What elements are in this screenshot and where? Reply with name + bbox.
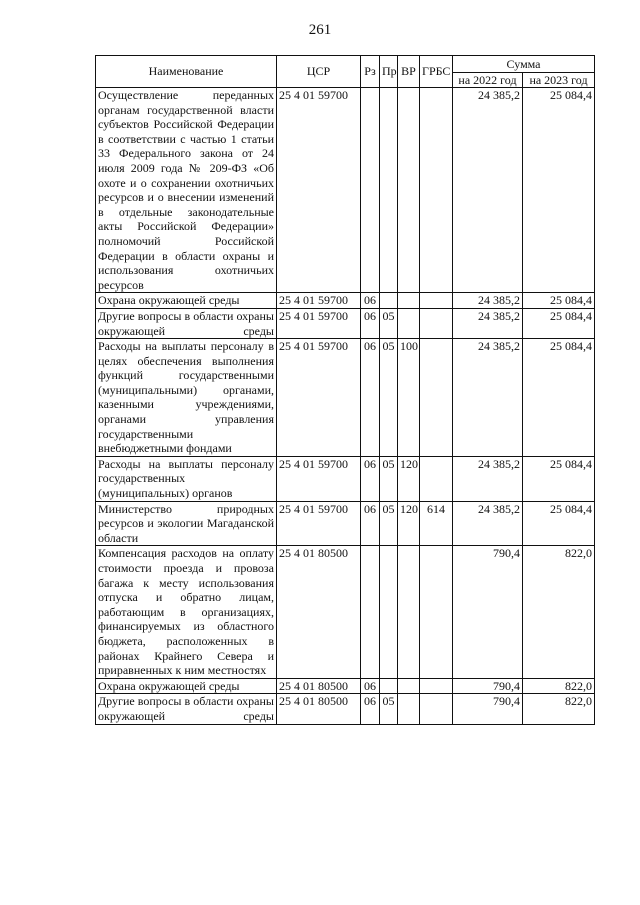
row-rz: 06 bbox=[361, 339, 380, 457]
row-name: Другие вопросы в области охраны окружающей среды bbox=[96, 694, 277, 724]
row-name: Другие вопросы в области охраны окружающей среды bbox=[96, 308, 277, 338]
row-name: Расходы на выплаты персоналу в целях обеспечения выполнения функций государственными (муниципальными) органами, казенными учреждениями, органами управления государственными внебюджетными фондами bbox=[96, 339, 277, 457]
row-rz: 06 bbox=[361, 308, 380, 338]
row-sum-2023: 822,0 bbox=[523, 678, 595, 694]
row-vr: 120 bbox=[398, 501, 420, 546]
row-rz bbox=[361, 546, 380, 678]
row-pr bbox=[380, 293, 398, 309]
row-sum-2023: 25 084,4 bbox=[523, 88, 595, 293]
row-rz: 06 bbox=[361, 694, 380, 724]
header-name: Наименование bbox=[96, 56, 277, 88]
row-vr bbox=[398, 694, 420, 724]
budget-table bbox=[95, 55, 595, 725]
table-row bbox=[96, 678, 595, 694]
row-grbs bbox=[420, 456, 453, 501]
row-csr: 25 4 01 59700 bbox=[277, 88, 361, 293]
row-grbs bbox=[420, 293, 453, 309]
row-vr: 100 bbox=[398, 339, 420, 457]
row-name: Министерство природных ресурсов и экологии Магаданской области bbox=[96, 501, 277, 546]
row-sum-2023: 25 084,4 bbox=[523, 501, 595, 546]
row-name: Охрана окружающей среды bbox=[96, 293, 277, 309]
table-row bbox=[96, 694, 595, 724]
row-sum-2022: 24 385,2 bbox=[453, 339, 523, 457]
row-vr bbox=[398, 88, 420, 293]
row-sum-2022: 790,4 bbox=[453, 694, 523, 724]
row-pr: 05 bbox=[380, 694, 398, 724]
row-pr: 05 bbox=[380, 501, 398, 546]
row-csr: 25 4 01 80500 bbox=[277, 546, 361, 678]
row-grbs: 614 bbox=[420, 501, 453, 546]
table-row bbox=[96, 88, 595, 293]
row-grbs bbox=[420, 678, 453, 694]
header-vr: ВР bbox=[398, 56, 420, 88]
row-sum-2022: 24 385,2 bbox=[453, 308, 523, 338]
header-year-2022: на 2022 год bbox=[453, 73, 523, 88]
row-sum-2022: 790,4 bbox=[453, 678, 523, 694]
row-name: Компенсация расходов на оплату стоимости проезда и провоза багажа к месту использования отпуска и обратно лицам, работающим в организациях, финансируемых из областного бюджета, расположенных в районах Крайнего Севера и приравненных к ним местностях bbox=[96, 546, 277, 678]
row-csr: 25 4 01 59700 bbox=[277, 501, 361, 546]
header-rz: Рз bbox=[361, 56, 380, 88]
row-pr bbox=[380, 678, 398, 694]
header-pr: Пр bbox=[380, 56, 398, 88]
row-sum-2023: 822,0 bbox=[523, 694, 595, 724]
row-name: Охрана окружающей среды bbox=[96, 678, 277, 694]
row-sum-2022: 24 385,2 bbox=[453, 88, 523, 293]
row-sum-2022: 24 385,2 bbox=[453, 456, 523, 501]
row-grbs bbox=[420, 546, 453, 678]
row-rz: 06 bbox=[361, 293, 380, 309]
row-vr bbox=[398, 678, 420, 694]
row-rz: 06 bbox=[361, 501, 380, 546]
header-sum: Сумма bbox=[453, 56, 595, 73]
row-sum-2023: 822,0 bbox=[523, 546, 595, 678]
row-sum-2023: 25 084,4 bbox=[523, 293, 595, 309]
row-sum-2023: 25 084,4 bbox=[523, 308, 595, 338]
header-year-2023: на 2023 год bbox=[523, 73, 595, 88]
row-pr bbox=[380, 88, 398, 293]
row-sum-2023: 25 084,4 bbox=[523, 339, 595, 457]
page-number: 261 bbox=[308, 22, 332, 38]
row-vr bbox=[398, 308, 420, 338]
table-row bbox=[96, 339, 595, 457]
row-sum-2022: 24 385,2 bbox=[453, 501, 523, 546]
row-grbs bbox=[420, 88, 453, 293]
row-vr: 120 bbox=[398, 456, 420, 501]
row-pr: 05 bbox=[380, 339, 398, 457]
row-csr: 25 4 01 80500 bbox=[277, 694, 361, 724]
table-row bbox=[96, 546, 595, 678]
header-csr: ЦСР bbox=[277, 56, 361, 88]
table-row bbox=[96, 501, 595, 546]
row-rz bbox=[361, 88, 380, 293]
row-rz: 06 bbox=[361, 678, 380, 694]
row-grbs bbox=[420, 339, 453, 457]
row-sum-2022: 24 385,2 bbox=[453, 293, 523, 309]
row-csr: 25 4 01 59700 bbox=[277, 293, 361, 309]
table-row bbox=[96, 456, 595, 501]
row-sum-2022: 790,4 bbox=[453, 546, 523, 678]
row-grbs bbox=[420, 694, 453, 724]
row-grbs bbox=[420, 308, 453, 338]
row-name: Расходы на выплаты персоналу государственных (муниципальных) органов bbox=[96, 456, 277, 501]
row-csr: 25 4 01 59700 bbox=[277, 308, 361, 338]
row-pr: 05 bbox=[380, 456, 398, 501]
row-vr bbox=[398, 293, 420, 309]
header-grbs: ГРБС bbox=[420, 56, 453, 88]
row-name: Осуществление переданных органам государственной власти субъектов Российской Федерации в соответствии с частью 1 статьи 33 Федерального закона от 24 июля 2009 года № 209-ФЗ «Об охоте и о сохранении охотничьих ресурсов и о внесении изменений в отдельные законодательные акты Российской Федерации» полномочий Российской Федерации в области охраны и использования охотничьих ресурсов bbox=[96, 88, 277, 293]
row-pr: 05 bbox=[380, 308, 398, 338]
row-pr bbox=[380, 546, 398, 678]
table-row bbox=[96, 308, 595, 338]
row-rz: 06 bbox=[361, 456, 380, 501]
row-csr: 25 4 01 80500 bbox=[277, 678, 361, 694]
row-csr: 25 4 01 59700 bbox=[277, 456, 361, 501]
row-vr bbox=[398, 546, 420, 678]
table-row bbox=[96, 293, 595, 309]
row-sum-2023: 25 084,4 bbox=[523, 456, 595, 501]
row-csr: 25 4 01 59700 bbox=[277, 339, 361, 457]
